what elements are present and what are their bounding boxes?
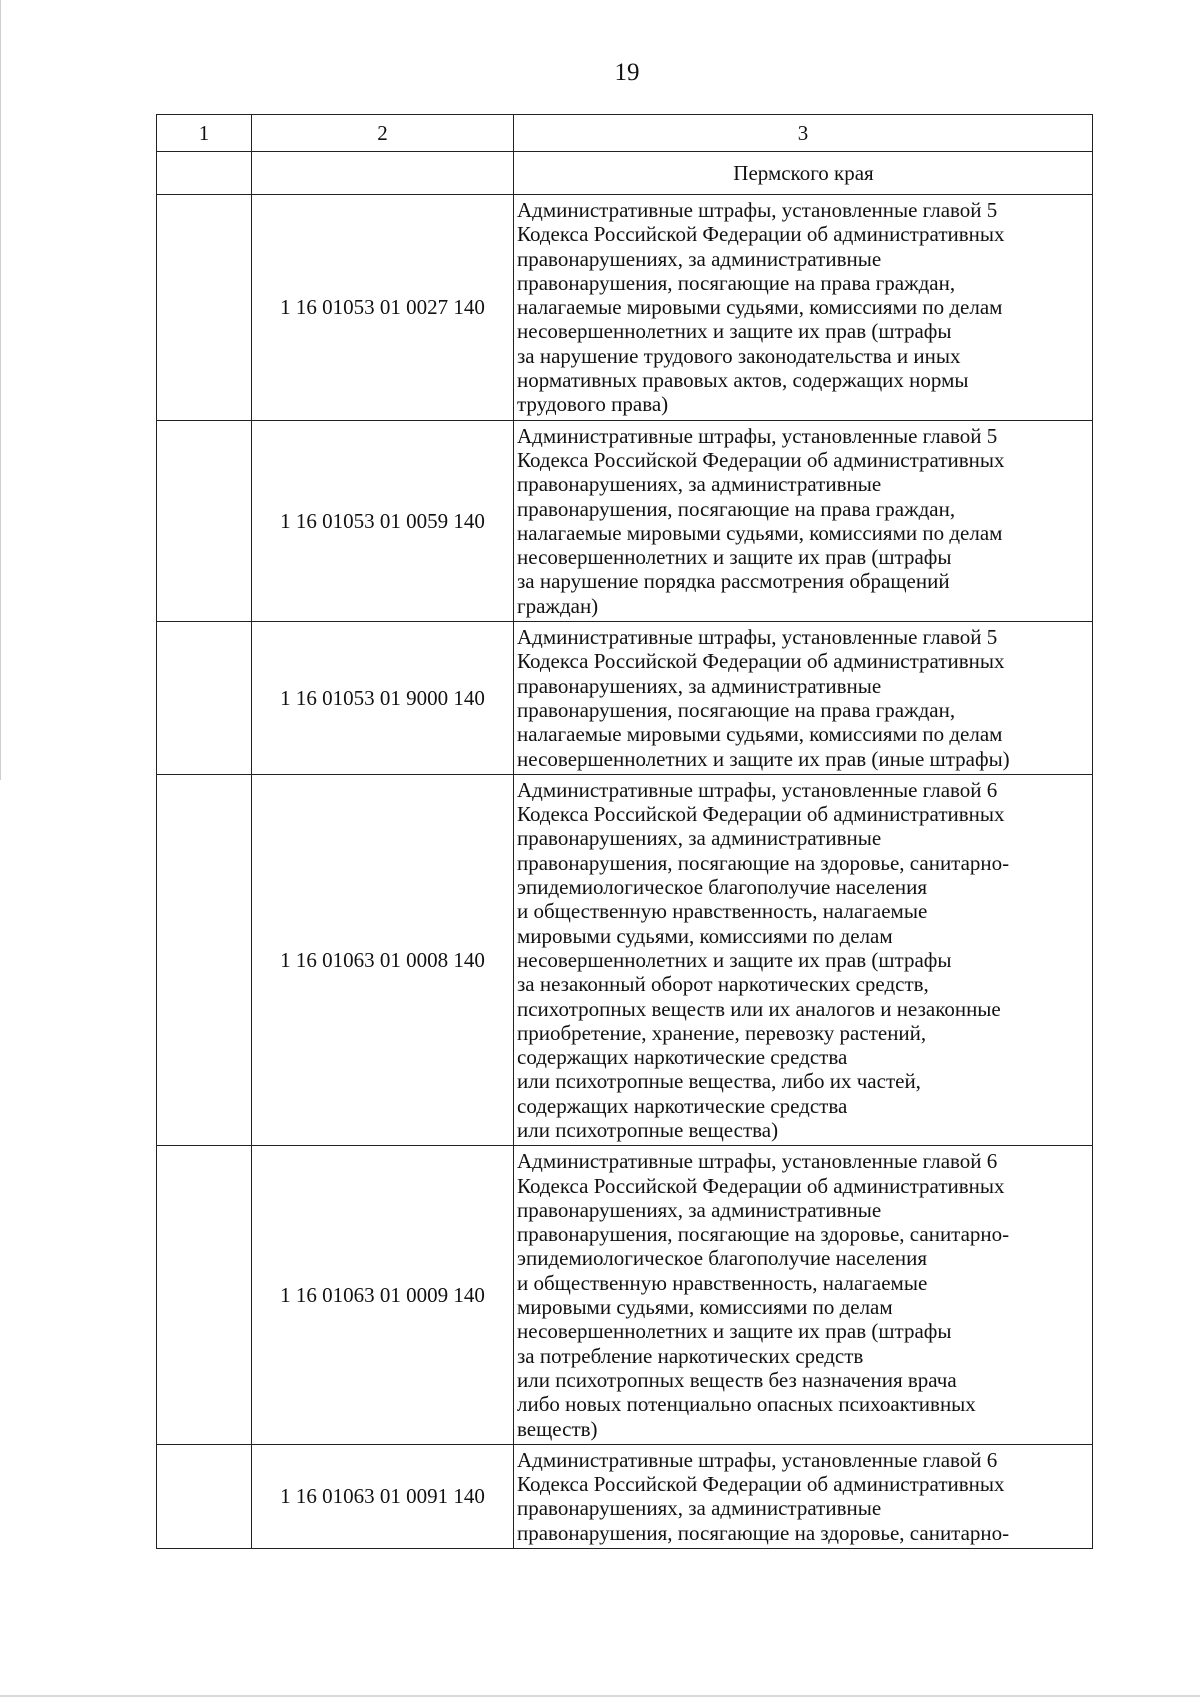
description-line: за незаконный оборот наркотических средств, [517,972,929,997]
description-cell [514,1444,1093,1548]
subheader-cell-2 [252,152,514,195]
description-line: и общественную нравственность, налагаемые [517,899,928,924]
description-line: либо новых потенциально опасных психоактивных [517,1392,976,1417]
header-cell-3: 3 [514,115,1093,152]
description-line: правонарушениях, за административные [517,673,882,698]
table-body [157,115,1093,1549]
description-line: за нарушение порядка рассмотрения обращений [517,569,950,594]
budget-code-cell: 1 16 01053 01 9000 140 [252,622,514,775]
description-line: правонарушения, посягающие на права граждан, [517,697,956,722]
description-line: содержащих наркотические средства [517,1093,848,1118]
table-row [157,774,1093,1145]
description-line: несовершеннолетних и защите их прав (штрафы [517,1319,952,1344]
description-line: за потребление наркотических средств [517,1343,864,1368]
description-cell [514,195,1093,421]
description-line: Административные штрафы, установленные главой 5 [517,198,998,222]
budget-codes-table [156,114,1093,1549]
description-line: Административные штрафы, установленные главой 5 [517,423,998,448]
description-line: правонарушениях, за административные [517,1197,882,1222]
row-number-cell [157,195,252,421]
description-line: Кодекса Российской Федерации об административных [517,447,1005,472]
budget-code-cell: 1 16 01053 01 0027 140 [252,195,514,421]
description-line: налагаемые мировыми судьями, комиссиями по делам [517,520,1003,545]
description-cell [514,1146,1093,1445]
description-line: правонарушения, посягающие на здоровье, санитарно- [517,850,1010,875]
description-line: правонарушения, посягающие на права граждан, [517,270,956,295]
row-number-cell [157,1146,252,1445]
description-line: Административные штрафы, установленные главой 6 [517,777,998,802]
description-line: Кодекса Российской Федерации об административных [517,1472,1005,1497]
description-line: за нарушение трудового законодательства и иных [517,343,961,368]
description-line: правонарушения, посягающие на здоровье, санитарно- [517,1520,1010,1545]
description-line: или психотропные вещества) [517,1117,779,1142]
table-header-row [157,115,1093,152]
description-line: несовершеннолетних и защите их прав (штрафы [517,319,952,344]
table-row [157,1444,1093,1548]
description-line: правонарушениях, за административные [517,472,882,497]
description-line: правонарушения, посягающие на здоровье, санитарно- [517,1222,1010,1247]
description-line: несовершеннолетних и защите их прав (штрафы [517,545,952,570]
description-line: правонарушениях, за административные [517,826,882,851]
description-cell [514,774,1093,1145]
description-line: Кодекса Российской Федерации об административных [517,1173,1005,1198]
description-line: Административные штрафы, установленные главой 5 [517,625,998,650]
table-subheader-row [157,152,1093,195]
description-line: Кодекса Российской Федерации об административных [517,802,1005,827]
description-line: налагаемые мировыми судьями, комиссиями по делам [517,295,1003,320]
description-line: содержащих наркотические средства [517,1045,848,1070]
subheader-cell-1 [157,152,252,195]
description-line: правонарушениях, за административные [517,246,882,271]
description-line: правонарушения, посягающие на права граждан, [517,496,956,521]
description-cell [514,420,1093,621]
table-row [157,195,1093,421]
description-line: и общественную нравственность, налагаемые [517,1270,928,1295]
description-line: эпидемиологическое благополучие населения [517,875,928,900]
description-line: эпидемиологическое благополучие населения [517,1246,928,1271]
description-line: нормативных правовых актов, содержащих нормы [517,368,969,393]
description-line: несовершеннолетних и защите их прав (иные штрафы) [517,746,1010,771]
header-cell-1: 1 [157,115,252,152]
description-line: мировыми судьями, комиссиями по делам [517,1295,893,1320]
description-line: приобретение, хранение, перевозку растений, [517,1020,927,1045]
budget-code-cell: 1 16 01053 01 0059 140 [252,420,514,621]
row-number-cell [157,420,252,621]
description-line: или психотропные вещества, либо их частей, [517,1069,921,1094]
table-row [157,1146,1093,1445]
description-line: Административные штрафы, установленные главой 6 [517,1447,998,1472]
description-line: мировыми судьями, комиссиями по делам [517,923,893,948]
description-line: Административные штрафы, установленные главой 6 [517,1149,998,1174]
description-line: правонарушениях, за административные [517,1496,882,1521]
row-number-cell [157,774,252,1145]
row-number-cell [157,1444,252,1548]
description-cell [514,622,1093,775]
description-line: или психотропных веществ без назначения врача [517,1367,957,1392]
budget-code-cell: 1 16 01063 01 0009 140 [252,1146,514,1445]
description-line: трудового права) [517,392,669,417]
subheader-cell-3: Пермского края [514,152,1093,195]
description-line: налагаемые мировыми судьями, комиссиями по делам [517,722,1003,747]
header-cell-2: 2 [252,115,514,152]
description-line: веществ) [517,1416,598,1441]
table-row [157,420,1093,621]
budget-code-cell: 1 16 01063 01 0091 140 [252,1444,514,1548]
budget-code-cell: 1 16 01063 01 0008 140 [252,774,514,1145]
description-line: граждан) [517,593,599,618]
page-number: 19 [614,59,640,86]
description-line: Кодекса Российской Федерации об административных [517,649,1005,674]
row-number-cell [157,622,252,775]
description-line: психотропных веществ или их аналогов и незаконные [517,996,1001,1021]
scan-edge [0,0,1,780]
description-line: несовершеннолетних и защите их прав (штрафы [517,947,952,972]
description-line: Кодекса Российской Федерации об административных [517,222,1005,247]
table-row [157,622,1093,775]
